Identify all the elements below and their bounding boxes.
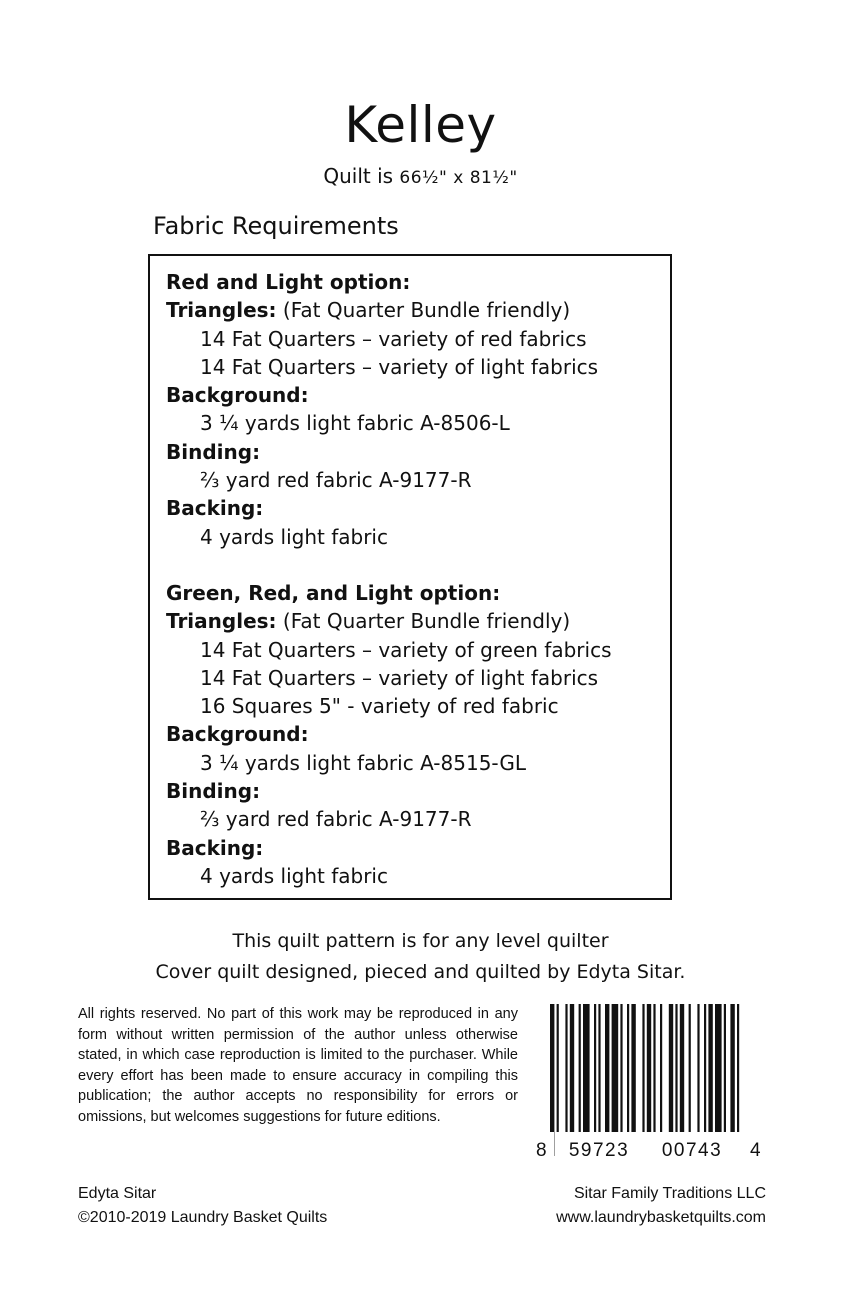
barcode-bar (647, 1004, 651, 1132)
designer-credit: Cover quilt designed, pieced and quilted by Edyta Sitar. (155, 961, 686, 983)
group-label-line (166, 296, 670, 324)
barcode-bar (697, 1004, 699, 1132)
requirement-item: 16 Squares 5" - variety of red fabric (200, 694, 559, 719)
option-red-light (166, 268, 670, 551)
barcode-bar (583, 1004, 590, 1132)
group-label: Triangles: (166, 609, 277, 634)
requirement-item: 14 Fat Quarters – variety of light fabrics (200, 665, 599, 690)
barcode-bar (704, 1004, 706, 1132)
requirement-item: ⅔ yard red fabric A-9177-R (200, 807, 472, 832)
barcode-bar (620, 1004, 622, 1132)
barcode-bar (715, 1004, 722, 1132)
requirement-item: 14 Fat Quarters – variety of light fabrics (200, 354, 599, 379)
barcode (532, 1004, 767, 1160)
barcode-digit-system: 8 (536, 1140, 547, 1160)
fabric-requirements-box (148, 254, 672, 900)
group-label: Binding: (166, 779, 261, 804)
quilt-size-dimensions: 66½" x 81½" (399, 168, 518, 188)
group-note: (Fat Quarter Bundle friendly) (282, 298, 571, 323)
barcode-bar (689, 1004, 691, 1132)
requirement-item: 3 ¼ yards light fabric A-8515-GL (200, 750, 527, 775)
footer-author: Edyta Sitar (78, 1185, 157, 1202)
requirement-item: 3 ¼ yards light fabric A-8506-L (200, 411, 510, 436)
requirement-item: 14 Fat Quarters – variety of green fabrics (200, 637, 612, 662)
quilt-size (0, 162, 841, 192)
barcode-bar (605, 1004, 609, 1132)
barcode-bar (653, 1004, 655, 1132)
option-green-red-light (166, 579, 670, 890)
group-note: (Fat Quarter Bundle friendly) (282, 609, 571, 634)
option-heading: Red and Light option: (166, 270, 411, 294)
barcode-bar (557, 1004, 559, 1132)
barcode-bar (724, 1004, 726, 1132)
pattern-title: Kelley (344, 96, 497, 154)
group-label: Background: (166, 383, 309, 408)
option-heading: Green, Red, and Light option: (166, 580, 501, 605)
barcode-bar (730, 1004, 734, 1132)
barcode-bar (627, 1004, 629, 1132)
barcode-bar (594, 1004, 596, 1132)
barcode-bar (737, 1004, 739, 1132)
barcode-digit-check: 4 (750, 1140, 761, 1160)
barcode-bar (708, 1004, 712, 1132)
skill-level-note: This quilt pattern is for any level quilter (232, 930, 609, 952)
barcode-bar (570, 1004, 574, 1132)
group-label-line (166, 607, 670, 635)
requirement-item: 14 Fat Quarters – variety of red fabrics (200, 326, 587, 351)
group-label: Triangles: (166, 298, 277, 323)
footer-copyright: ©2010-2019 Laundry Basket Quilts (78, 1209, 328, 1226)
barcode-bar (598, 1004, 600, 1132)
group-label: Background: (166, 722, 309, 747)
footer-company: Sitar Family Traditions LLC (573, 1185, 766, 1202)
barcode-bar (612, 1004, 619, 1132)
quilt-size-prefix: Quilt is (323, 164, 394, 188)
barcode-bar (675, 1004, 677, 1132)
copyright-notice: All rights reserved. No part of this work may be reproduced in any form without written permission of the author unless otherwise stated, in which case reproduction is limited to the purchaser. While every effort has been made to ensure accuracy in compiling this publication; the author accepts no responsibility for errors or omissions, but welcomes suggestions for future editions. (78, 1006, 518, 1125)
barcode-bar (631, 1004, 635, 1132)
requirement-item: 4 yards light fabric (200, 863, 388, 888)
barcode-bar (565, 1004, 567, 1132)
barcode-bar (579, 1004, 581, 1132)
barcode-bar (680, 1004, 684, 1132)
requirement-item: 4 yards light fabric (200, 524, 388, 549)
requirement-item: ⅔ yard red fabric A-9177-R (200, 468, 472, 493)
fabric-requirements-heading: Fabric Requirements (153, 212, 399, 240)
group-label: Binding: (166, 439, 261, 464)
barcode-bar (660, 1004, 662, 1132)
barcode-digits-left: 59723 (568, 1140, 630, 1160)
group-label: Backing: (166, 496, 264, 521)
barcode-digits-right: 00743 (661, 1140, 723, 1160)
footer-website[interactable]: www.laundrybasketquilts.com (556, 1209, 766, 1226)
group-label: Backing: (166, 835, 264, 860)
barcode-bar (642, 1004, 644, 1132)
